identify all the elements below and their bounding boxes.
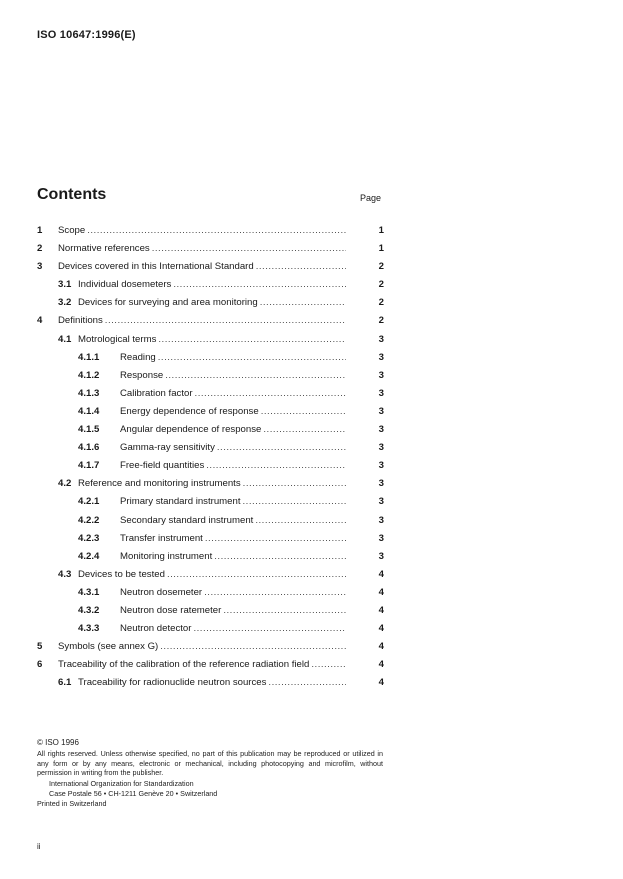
toc-entry-title-wrap: [120, 457, 346, 475]
toc-entry[interactable]: [0, 674, 623, 692]
toc-entry-title: Individual dosemeters: [78, 279, 172, 291]
toc-entry-title: Devices covered in this International Standard: [58, 261, 254, 273]
toc-entry-title: Calibration factor: [120, 387, 193, 399]
toc-entry-page: 3: [378, 514, 384, 526]
toc-entry[interactable]: [0, 349, 623, 367]
dot-leader: [152, 240, 346, 258]
toc-entry-title: Energy dependence of response: [120, 405, 259, 417]
toc-entry[interactable]: [0, 620, 623, 638]
toc-entry-number: 4.1.3: [78, 387, 100, 399]
document-id: ISO 10647:1996(E): [37, 29, 136, 41]
toc-entry-title-wrap: [58, 638, 346, 656]
dot-leader: [105, 312, 346, 330]
dot-leader: [195, 385, 346, 403]
toc-entry-title-wrap: [120, 421, 346, 439]
toc-entry-number: 4.3.1: [78, 586, 100, 598]
toc-entry-page: 3: [378, 405, 384, 417]
toc-entry-title-wrap: [78, 674, 346, 692]
toc-entry-page: 3: [378, 550, 384, 562]
dot-leader: [260, 294, 346, 312]
toc-entry-title-wrap: [58, 656, 346, 674]
dot-leader: [206, 457, 346, 475]
toc-entry[interactable]: [0, 403, 623, 421]
toc-entry-page: 3: [378, 333, 384, 345]
toc-entry-title: Primary standard instrument: [120, 496, 241, 508]
toc-entry-page: 4: [378, 677, 384, 689]
toc-entry-title: Definitions: [58, 315, 103, 327]
toc-entry-number: 4.3: [58, 568, 72, 580]
toc-entry-page: 3: [378, 478, 384, 490]
toc-entry-title-wrap: [78, 331, 346, 349]
toc-entry[interactable]: [0, 439, 623, 457]
toc-entry-title-wrap: [120, 493, 346, 511]
toc-entry-page: 2: [378, 279, 384, 291]
toc-entry-number: 1: [37, 225, 43, 236]
toc-entry[interactable]: [0, 493, 623, 511]
copyright-line: © ISO 1996: [37, 738, 79, 747]
dot-leader: [205, 530, 346, 548]
toc-entry-number: 3.2: [58, 297, 72, 309]
dot-leader: [243, 493, 347, 511]
toc-entry-title: Normative references: [58, 243, 150, 255]
toc-entry-title: Reference and monitoring instruments: [78, 478, 241, 490]
toc-entry-page: 4: [378, 586, 384, 598]
toc-entry-title: Traceability of the calibration of the reference radiation field: [58, 659, 310, 671]
toc-entry-title-wrap: [120, 439, 346, 457]
toc-entry-number: 3: [37, 261, 43, 273]
dot-leader: [255, 512, 346, 530]
toc-entry-title-wrap: [120, 584, 346, 602]
dot-leader: [311, 656, 346, 674]
toc-entry[interactable]: [0, 457, 623, 475]
toc-entry-title-wrap: [120, 512, 346, 530]
dot-leader: [214, 548, 346, 566]
toc-entry[interactable]: [0, 638, 623, 656]
toc-entry-title-wrap: [78, 475, 346, 493]
toc-entry[interactable]: [0, 240, 623, 258]
toc-entry-page: 3: [378, 424, 384, 436]
toc-entry-number: 4.2.4: [78, 550, 100, 562]
toc-entry[interactable]: [0, 367, 623, 385]
toc-entry-title: Scope: [58, 225, 86, 236]
toc-entry-title-wrap: [120, 530, 346, 548]
toc-entry-number: 4: [37, 315, 43, 327]
toc-entry[interactable]: [0, 656, 623, 674]
toc-entry-title: Secondary standard instrument: [120, 514, 254, 526]
toc-entry-page: 3: [378, 496, 384, 508]
dot-leader: [204, 584, 346, 602]
toc-entry-page: 3: [378, 351, 384, 363]
dot-leader: [256, 258, 346, 276]
toc-entry-page: 1: [378, 243, 384, 255]
toc-entry-number: 4.1.2: [78, 369, 100, 381]
toc-entry-number: 4.1.4: [78, 405, 100, 417]
toc-entry-page: 4: [378, 604, 384, 616]
dot-leader: [160, 638, 346, 656]
toc-entry-page: 2: [378, 297, 384, 309]
toc-entry-title-wrap: [120, 367, 346, 385]
toc-entry-page: 3: [378, 460, 384, 472]
toc-entry-number: 4.1: [58, 333, 72, 345]
toc-entry[interactable]: [0, 276, 623, 294]
toc-entry-page: 3: [378, 369, 384, 381]
toc-entry[interactable]: [0, 331, 623, 349]
toc-entry-title-wrap: [120, 349, 346, 367]
copyright-block: [37, 738, 383, 809]
toc-entry-number: 4.2.2: [78, 514, 100, 526]
dot-leader: [263, 421, 346, 439]
toc-entry-number: 4.1.5: [78, 424, 100, 436]
org-address: Case Postale 56 • CH-1211 Genève 20 • Switzerland: [49, 789, 218, 799]
toc-entry-title: Devices for surveying and area monitoring: [78, 297, 258, 309]
toc-entry-number: 4.1.1: [78, 351, 100, 363]
toc-entry-page: 4: [378, 659, 384, 671]
toc-entry-number: 4.2: [58, 478, 72, 490]
toc-entry[interactable]: [0, 548, 623, 566]
toc-entry[interactable]: [0, 512, 623, 530]
toc-entry-page: 3: [378, 387, 384, 399]
toc-entry-number: 2: [37, 243, 43, 255]
toc-entry[interactable]: [0, 602, 623, 620]
dot-leader: [165, 367, 346, 385]
toc-entry-title: Motrological terms: [78, 333, 157, 345]
toc-entry[interactable]: [0, 584, 623, 602]
toc-entry-number: 6: [37, 659, 43, 671]
dot-leader: [193, 620, 346, 638]
toc-entry-title: Angular dependence of response: [120, 424, 262, 436]
toc-entry-title: Reading: [120, 351, 156, 363]
toc-entry-title: Transfer instrument: [120, 532, 203, 544]
toc-entry-number: 4.1.6: [78, 442, 100, 454]
toc-entry-number: 4.2.1: [78, 496, 100, 508]
toc-list: [0, 222, 623, 692]
toc-entry[interactable]: [0, 294, 623, 312]
contents-heading: Contents: [37, 186, 107, 203]
dot-leader: [87, 222, 346, 240]
toc-entry-number: 4.2.3: [78, 532, 100, 544]
toc-entry-title: Neutron dosemeter: [120, 586, 203, 598]
toc-entry-page: 4: [378, 623, 384, 635]
toc-entry-number: 4.1.7: [78, 460, 100, 472]
toc-entry-title-wrap: [78, 294, 346, 312]
toc-entry-title: Gamma-ray sensitivity: [120, 442, 215, 454]
toc-entry-title: Devices to be tested: [78, 568, 165, 580]
toc-entry[interactable]: [0, 421, 623, 439]
dot-leader: [158, 349, 346, 367]
toc-entry-title: Traceability for radionuclide neutron sources: [78, 677, 267, 689]
page-number: ii: [37, 842, 41, 851]
printed-in: Printed in Switzerland: [37, 799, 107, 809]
toc-entry-number: 4.3.3: [78, 623, 100, 635]
dot-leader: [268, 674, 346, 692]
toc-entry-number: 5: [37, 641, 43, 653]
toc-entry-title: Neutron dose ratemeter: [120, 604, 222, 616]
dot-leader: [167, 566, 346, 584]
dot-leader: [158, 331, 346, 349]
toc-entry-number: 4.3.2: [78, 604, 100, 616]
toc-entry-title-wrap: [120, 385, 346, 403]
dot-leader: [223, 602, 346, 620]
toc-entry[interactable]: [0, 566, 623, 584]
rights-text: All rights reserved. Unless otherwise specified, no part of this publication may be reproduced or utilized in any form or by any means, electronic or mechanical, including photocopying and microfilm, without permission in writing from the publisher.: [37, 749, 383, 778]
toc-entry-title: Neutron detector: [120, 623, 192, 635]
toc-entry[interactable]: [0, 475, 623, 493]
toc-entry-title-wrap: [120, 403, 346, 421]
toc-entry-page: 2: [378, 261, 384, 273]
toc-entry-title-wrap: [120, 548, 346, 566]
org-name: International Organization for Standardization: [49, 778, 194, 788]
toc-entry-title: Response: [120, 369, 164, 381]
toc-entry-page: 3: [378, 532, 384, 544]
toc-entry-page: 2: [378, 315, 384, 327]
toc-entry-title-wrap: [78, 566, 346, 584]
toc-entry-number: 3.1: [58, 279, 72, 291]
toc-entry[interactable]: [0, 222, 623, 240]
toc-entry-title-wrap: [78, 276, 346, 294]
page-column-label: Page: [360, 193, 382, 203]
toc-entry[interactable]: [0, 312, 623, 330]
toc-entry-title-wrap: [120, 620, 346, 638]
toc-entry-title-wrap: [58, 258, 346, 276]
toc-entry-title-wrap: [58, 240, 346, 258]
dot-leader: [261, 403, 346, 421]
toc-entry[interactable]: [0, 258, 623, 276]
toc-entry-title-wrap: [58, 222, 346, 240]
toc-entry-page: 3: [378, 442, 384, 454]
toc-entry-page: 1: [378, 225, 384, 236]
toc-entry[interactable]: [0, 385, 623, 403]
toc-entry-title-wrap: [58, 312, 346, 330]
toc-entry[interactable]: [0, 530, 623, 548]
toc-entry-page: 4: [378, 568, 384, 580]
toc-entry-number: 6.1: [58, 677, 72, 689]
dot-leader: [217, 439, 346, 457]
toc-entry-title: Free-field quantities: [120, 460, 205, 472]
dot-leader: [243, 475, 346, 493]
toc-entry-title-wrap: [120, 602, 346, 620]
toc-entry-page: 4: [378, 641, 384, 653]
toc-entry-title: Symbols (see annex G): [58, 641, 159, 653]
dot-leader: [173, 276, 346, 294]
toc-entry-title: Monitoring instrument: [120, 550, 213, 562]
